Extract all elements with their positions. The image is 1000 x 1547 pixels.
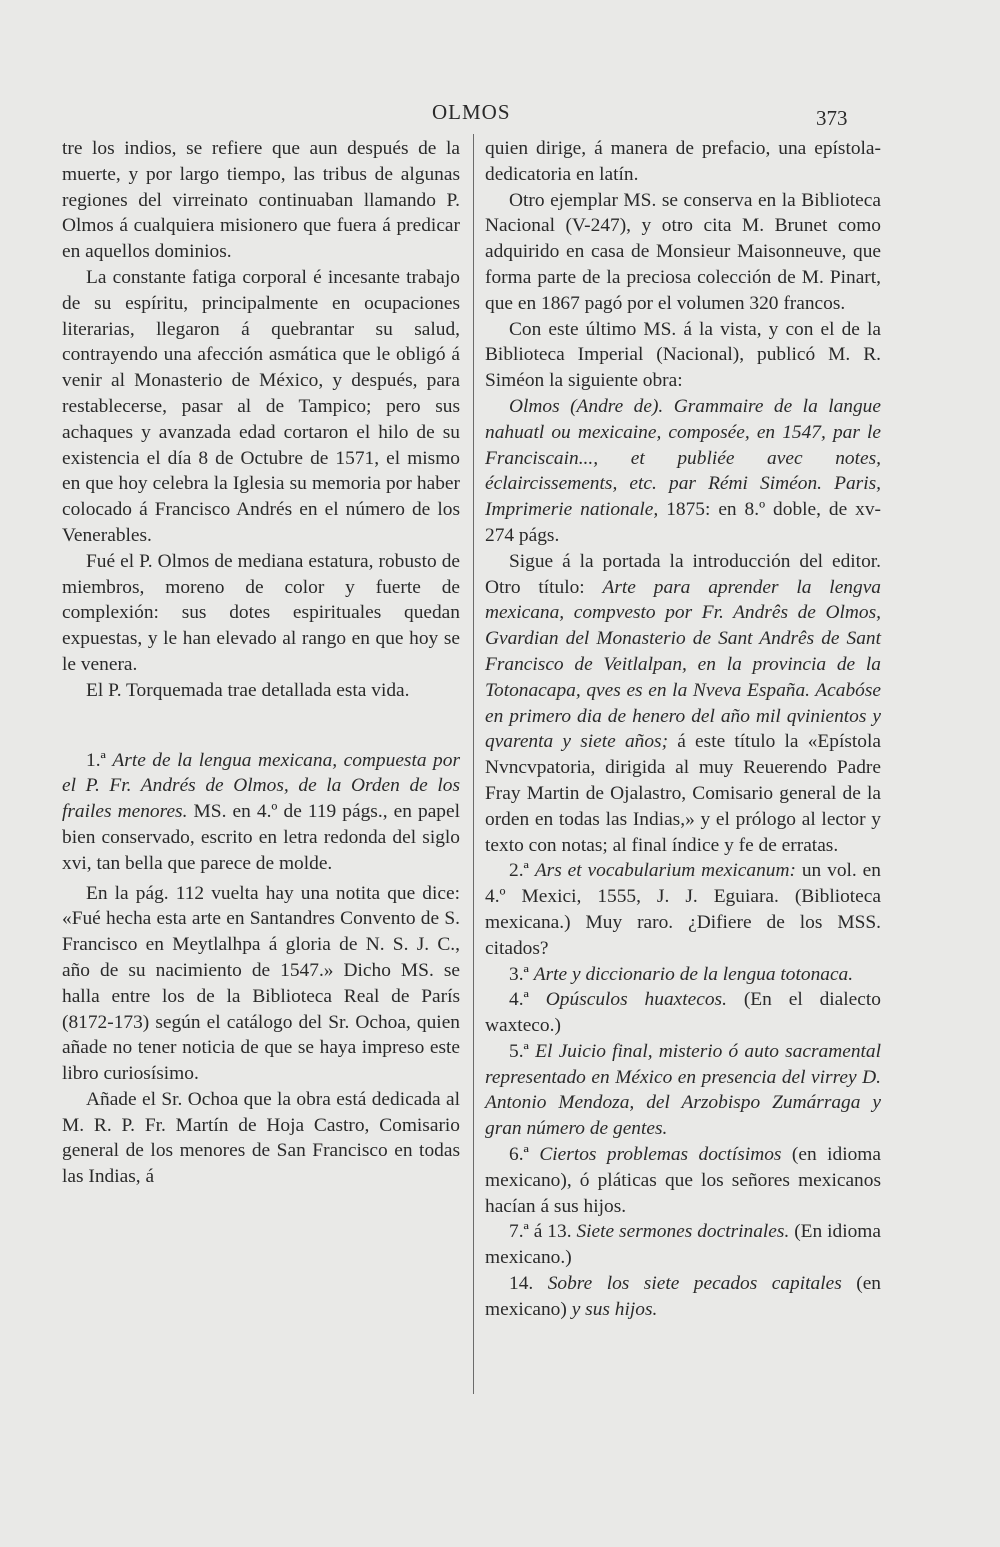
entry-text: (En el dialecto waxteco.) (485, 989, 881, 1037)
bibliography-entry-2 (485, 858, 881, 961)
left-column (62, 136, 460, 1190)
paragraph: Añade el Sr. Ochoa que la obra está dedicada al M. R. P. Fr. Martín de Hoja Castro, Comisario general de los menores de San Francisco en todas las Indias, á (62, 1088, 460, 1188)
bibliography-entry-4 (485, 987, 881, 1039)
bibliography-entry-5 (485, 1039, 881, 1142)
paragraph: Fué el P. Olmos de mediana estatura, robusto de miembros, moreno de color y fuerte de complexión: sus dotes espirituales quedan expuestas, y le han elevado al rango en que hoy se le venera. (62, 550, 460, 675)
entry-number: 2.ª (509, 860, 529, 882)
entry-title-tail: y sus hijos. (571, 1298, 658, 1320)
paragraph: El P. Torquemada trae detallada esta vida. (86, 679, 410, 701)
entry-title: Ciertos problemas doctísimos (539, 1144, 782, 1166)
entry-title: Arte de la lengua mexicana, compuesta por el P. Fr. Andrés de Olmos, de la Orden de los frailes menores. (62, 749, 460, 823)
paragraph-text: Sigue á la portada la introducción del editor. Otro título: (485, 550, 881, 598)
bibliography-entry-6 (485, 1142, 881, 1219)
paragraph: En la pág. 112 vuelta hay una notita que dice: «Fué hecha esta arte en Santandres Convento de S. Francisco en Meytlalhpa á gloria de N. S. J. C., año de su nacimiento de 1547.» Dicho MS. se halla entre los de la Biblioteca Real de París (8172-173) según el catálogo del Sr. Ochoa, quien añade no tener noticia de que se haya impreso este libro curiosísimo. (62, 882, 460, 1085)
entry-title: Opúsculos huaxtecos. (545, 989, 727, 1011)
paragraph: quien dirige, á manera de prefacio, una epístola-dedicatoria en latín. (485, 138, 881, 185)
entry-title: El Juicio final, misterio ó auto sacramental representado en México en presencia del virrey D. Antonio Mendoza, del Arzobispo Zumárraga y gran número de gentes. (485, 1040, 881, 1140)
entry-number: 5.ª (509, 1040, 529, 1062)
entry-title: Siete sermones doctrinales. (576, 1221, 790, 1243)
paragraph-text: á este título la «Epístola Nvncvpatoria, dirigida al muy Reuerendo Padre Fray Martin de Ojalastro, Comisario general de la orden en todas las Indias,» y el prólogo al lector y texto con notas; al final índice y fe de erratas. (485, 731, 881, 856)
citation-text: 1875: en 8.º doble, de xv-274 págs. (485, 499, 881, 546)
page-number: 373 (816, 106, 848, 130)
paragraph (485, 549, 881, 859)
paragraph: La constante fatiga corporal é incesante trabajo de su espíritu, principalmente en ocupaciones literarias, llegaron á quebrantar su salud, contrayendo una afección asmática que le obligó á venir al Monasterio de México, y después, para restablecerse, pasar al de Tampico; pero sus achaques y avanzada edad cortaron el hilo de su existencia el día 8 de Octubre de 1571, el mismo en que hoy celebra la Iglesia su memoria por haber colocado á Francisco Andrés en el número de los Venerables. (62, 266, 460, 546)
entry-text: (En idioma mexicano.) (485, 1221, 881, 1269)
column-divider (473, 134, 474, 1394)
running-header (0, 100, 1000, 130)
entry-number: 1.ª (86, 749, 106, 771)
quoted-title: Arte para aprender la lengva mexicana, compvesto por Fr. Andrês de Olmos, Gvardian del Monasterio de Sant Andrês de Sant Francisco de Veitlalpan, en la provincia de la Totonacapa, qves es en la Nveva España. Acabóse en primero dia de henero del año mil qvinientos y qvarenta y siete años; (485, 576, 881, 753)
entry-number: 7.ª á 13. (509, 1221, 572, 1243)
bibliography-entry-3 (485, 962, 881, 988)
entry-text: (en mexicano) (485, 1273, 881, 1320)
entry-title: Ars et vocabularium mexicanum: (534, 860, 796, 882)
bibliography-entry-7 (485, 1219, 881, 1271)
bibliography-entry-14 (485, 1271, 881, 1323)
entry-number: 6.ª (509, 1144, 529, 1166)
citation-title: Olmos (Andre de). Grammaire de la langue nahuatl ou mexicaine, composée, en 1547, par le Franciscain..., et publiée avec notes, éclaircissements, etc. par Rémi Siméon. Paris, Imprimerie nationale, (485, 395, 881, 521)
paragraph: Otro ejemplar MS. se conserva en la Biblioteca Nacional (V-247), y otro cita M. Brunet como adquirido en casa de Monsieur Maisonneuve, que forma parte de la preciosa colección de M. Pinart, que en 1867 pagó por el volumen 320 francos. (485, 189, 881, 314)
entry-number: 3.ª (509, 963, 529, 985)
entry-title: Arte y diccionario de la lengua totonaca. (533, 963, 854, 985)
right-column (485, 136, 881, 1323)
entry-number: 14. (509, 1273, 534, 1295)
entry-text: MS. en 4.º de 119 págs., en papel bien conservado, escrito en letra redonda del siglo xvi, tan bella que parece de molde. (62, 801, 460, 874)
entry-text: (en idioma mexicano), ó pláticas que los señores mexicanos hacían á sus hijos. (485, 1144, 881, 1217)
running-title: OLMOS (432, 100, 511, 124)
paragraph: Con este último MS. á la vista, y con el de la Biblioteca Imperial (Nacional), publicó M. R. Siméon la siguiente obra: (485, 318, 881, 392)
entry-number: 4.ª (509, 989, 529, 1011)
entry-text: un vol. en 4.º Mexici, 1555, J. J. Eguiara. (Biblioteca mexicana.) Muy raro. ¿Difiere de los MSS. citados? (485, 860, 881, 959)
paragraph: tre los indios, se refiere que aun después de la muerte, y por largo tiempo, las tribus de algunas regiones del virreinato continuaban llamando P. Olmos á cualquiera misionero que fuera á predicar en aquellos dominios. (62, 138, 460, 263)
bibliography-entry-1 (62, 748, 460, 877)
citation (485, 394, 881, 549)
entry-title: Sobre los siete pecados capitales (547, 1273, 842, 1295)
